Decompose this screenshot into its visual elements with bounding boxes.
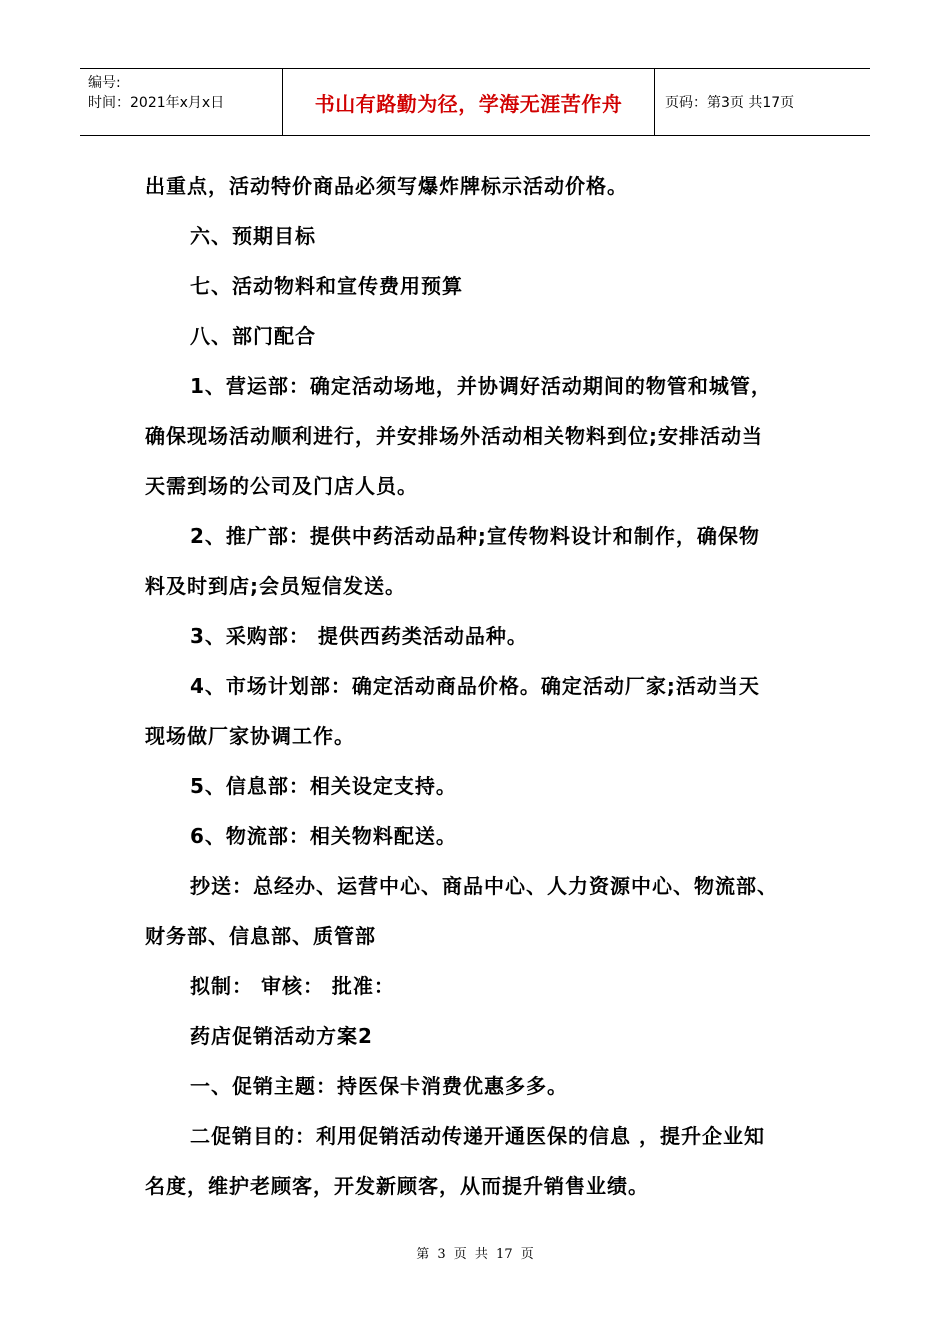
body-text-line: 现场做厂家协调工作。 (145, 724, 355, 748)
document-time-label: 时间：2021年x月x日 (88, 95, 225, 111)
body-text-line: 抄送：总经办、运营中心、商品中心、人力资源中心、物流部、 (190, 874, 778, 898)
body-text-line: 七、活动物料和宣传费用预算 (190, 274, 463, 298)
header-page-info: 页码：第3页 共17页 (665, 95, 795, 111)
body-text-line: 八、部门配合 (190, 324, 316, 348)
body-text-line: 出重点，活动特价商品必须写爆炸牌标示活动价格。 (145, 174, 628, 198)
body-text-line: 六、预期目标 (190, 224, 316, 248)
body-text-line: 财务部、信息部、质管部 (145, 924, 376, 948)
body-text-line: 天需到场的公司及门店人员。 (145, 474, 418, 498)
body-text-line: 1、营运部：确定活动场地，并协调好活动期间的物管和城管， (190, 374, 772, 398)
body-text-line: 4、市场计划部：确定活动商品价格。确定活动厂家;活动当天 (190, 674, 760, 698)
document-number-label: 编号: (88, 75, 121, 91)
body-text-line: 拟制： 审核： 批准： (190, 974, 395, 998)
body-text-line: 料及时到店;会员短信发送。 (145, 574, 406, 598)
page-footer: 第 3 页 共 17 页 (416, 1247, 534, 1262)
body-text-line: 药店促销活动方案2 (190, 1024, 373, 1048)
body-text-line: 名度，维护老顾客，开发新顾客，从而提升销售业绩。 (145, 1174, 649, 1198)
body-text-line: 5、信息部：相关设定支持。 (190, 774, 457, 798)
page-header (80, 68, 870, 136)
body-text-line: 3、采购部： 提供西药类活动品种。 (190, 624, 528, 648)
body-text-line: 一、促销主题：持医保卡消费优惠多多。 (190, 1074, 568, 1098)
header-motto: 书山有路勤为径，学海无涯苦作舟 (282, 69, 655, 135)
body-text-line: 6、物流部：相关物料配送。 (190, 824, 457, 848)
document-body (145, 161, 815, 1211)
body-text-line: 二促销目的：利用促销活动传递开通医保的信息 ，提升企业知 (190, 1124, 765, 1148)
body-text-line: 确保现场活动顺利进行，并安排场外活动相关物料到位;安排活动当 (145, 424, 763, 448)
body-text-line: 2、推广部：提供中药活动品种;宣传物料设计和制作，确保物 (190, 524, 760, 548)
header-meta (80, 69, 282, 135)
